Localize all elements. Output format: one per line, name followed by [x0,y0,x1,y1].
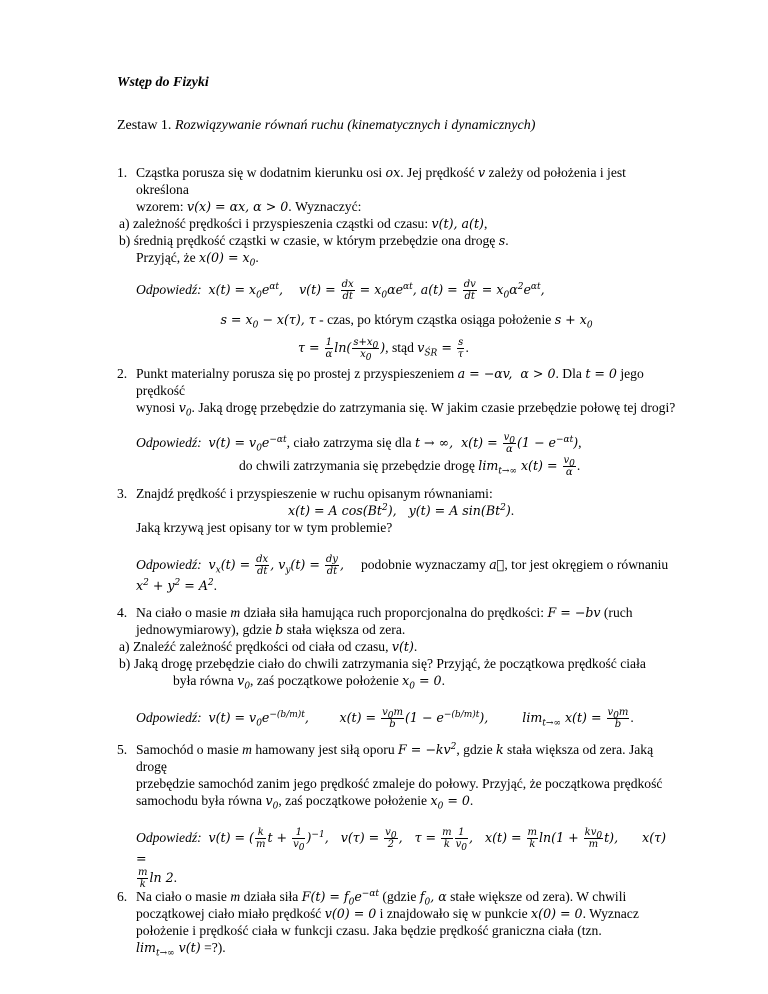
answer-label: Odpowiedź: [136,830,202,845]
problem-number: 3. [117,486,128,501]
document-title: Wstęp do Fizyki [117,75,209,90]
problem-3 [117,485,677,594]
subtitle-prefix: Zestaw 1. [117,118,175,133]
problem-2 [117,365,677,478]
problem-text: Cząstka porusza się w dodatnim kierunku osi ox. Jej prędkość v zależy od położenia i jest określona wzorem: v(x) = αx, α > 0. Wyznaczyć: a) zależność prędkości i przyspieszenia cząstki od czasu: v(t), a(t), b) średnią prędkość cząstki w czasie, w którym przebędzie ona drogę s. Przyjąć, że $x(0) = x_0$. [119,165,626,269]
answer-label: Odpowiedź: [136,282,202,297]
problem-text: Na ciało o masie m działa siła hamująca ruch proporcjonalna do prędkości: F = −bv (ruch jednowymiarowy), gdzie b stała większa od zera. a) Znaleźć zależność prędkości od ciała od czasu, v(t). b) Jaką drogę przebędzie ciało do chwili zatrzymania się? Przyjąć, że początkowa prędkość ciała była równa $v_0$, zaś początkowe położenie $x_0 = 0$. [119,605,646,692]
answer-label: Odpowiedź: [136,557,202,572]
document-subtitle [117,117,535,134]
problem-number: 2. [117,366,128,381]
problem-number: 6. [117,889,128,904]
problem-text: Punkt materialny porusza się po prostej z przyspieszeniem a = −αv, α > 0. Dla t = 0 jego prędkość wynosi $v_0$. Jaką drogę przebędzie do zatrzymania się. W jakim czasie przebędzie połowę tej drogi? [136,366,676,419]
problem-number: 1. [117,165,128,180]
problem-4 [117,604,677,730]
problem-answer: Odpowiedź: $v(t) = v_0e^{-\alpha t}$, ciało zatrzyma się dla t → ∞, x(t) = $\frac{v_0}{\alpha}$ $(1 - e^{-\alpha t})$, do chwili zatrzymania się przebędzie drogę $\lim_{t\to\infty} x(t)$ = $\frac{v_0}{\alpha}$ . [136,432,582,478]
problem-answer: Odpowiedź: v(t) = ( $\frac{k}{m}$ t + $\frac{1}{v_0}$ )$^{-1}$, v(τ) = $\frac{v_0}{2}$ , τ = $\frac{m}{k}$ $\frac{1}{v_0}$ , x(t) = $\frac{m}{k}$ ln(1 + $\frac{kv_0}{m}$ t), x(τ) = $\frac{m}{k}$ ln 2. [136,827,667,890]
answer-label: Odpowiedź: [136,710,202,725]
problem-text: Na ciało o masie m działa siła $F(t) = f_0e^{-\alpha t}$ (gdzie $f_0$, α stałe większe od zera). W chwili początkowej ciało miało prędkość v(0) = 0 i znajdowało się w punkcie x(0) = 0. Wyznacz położenie i prędkość ciała w funkcji czasu. Jaka będzie prędkość graniczna ciała (tzn. $\lim_{t\to\infty} v(t)$ =?). [136,888,639,959]
problem-6 [117,888,677,959]
problem-number: 5. [117,742,128,757]
problem-answer: Odpowiedź: $x(t) = x_0e^{\alpha t}$, v(t) = $\frac{dx}{dt}$ = $x_0\alpha e^{\alpha t}$, a(t) = $\frac{dv}{dt}$ = $x_0\alpha^2e^{\alpha t}$, $s = x_0 - x(\tau)$, τ - czas, po którym cząstka osiąga położenie $s + x_0$ τ = $\frac{1}{\alpha}$ ln( $\frac{s+x_0}{x_0}$ ), stąd $v_{ŚR}$ = $\frac{s}{\tau}$ . [136,279,593,363]
problem-5 [117,741,677,890]
problem-answer: Odpowiedź: $v(t) = v_0e^{-(b/m)t}$, x(t) = $\frac{v_0m}{b}$ $(1 - e^{-(b/m)t})$, $\lim_{t\to\infty} x(t)$ = $\frac{v_0m}{b}$ . [136,707,634,730]
problem-text: Samochód o masie m hamowany jest siłą oporu $F = -kv^2$, gdzie k stała większa od zera. Jaką drogę przebędzie samochód zanim jego prędkość zmaleje do połowy. Przyjąć, że początkowa prędkość samochodu była równa $v_0$, zaś początkowe położenie $x_0 = 0$. [136,741,663,812]
problem-number: 4. [117,605,128,620]
subtitle-topic: Rozwiązywanie równań ruchu (kinematycznych i dynamicznych) [174,118,536,133]
problem-answer: Odpowiedź: $v_x(t)$ = $\frac{dx}{dt}$ , $v_y(t)$ = $\frac{dy}{dt}$ , podobnie wyznaczamy a⃗, tor jest okręgiem o równaniu $x^2 + y^2 = A^2$. [136,554,669,593]
problem-text: Znajdź prędkość i przyspieszenie w ruchu opisanym równaniami: x(t) = A cos(Bt$^2$), y(t) = A sin(Bt$^2$). Jaką krzywą jest opisany tor w tym problemie? [136,486,515,535]
problem-1 [117,164,677,363]
answer-label: Odpowiedź: [136,435,202,450]
